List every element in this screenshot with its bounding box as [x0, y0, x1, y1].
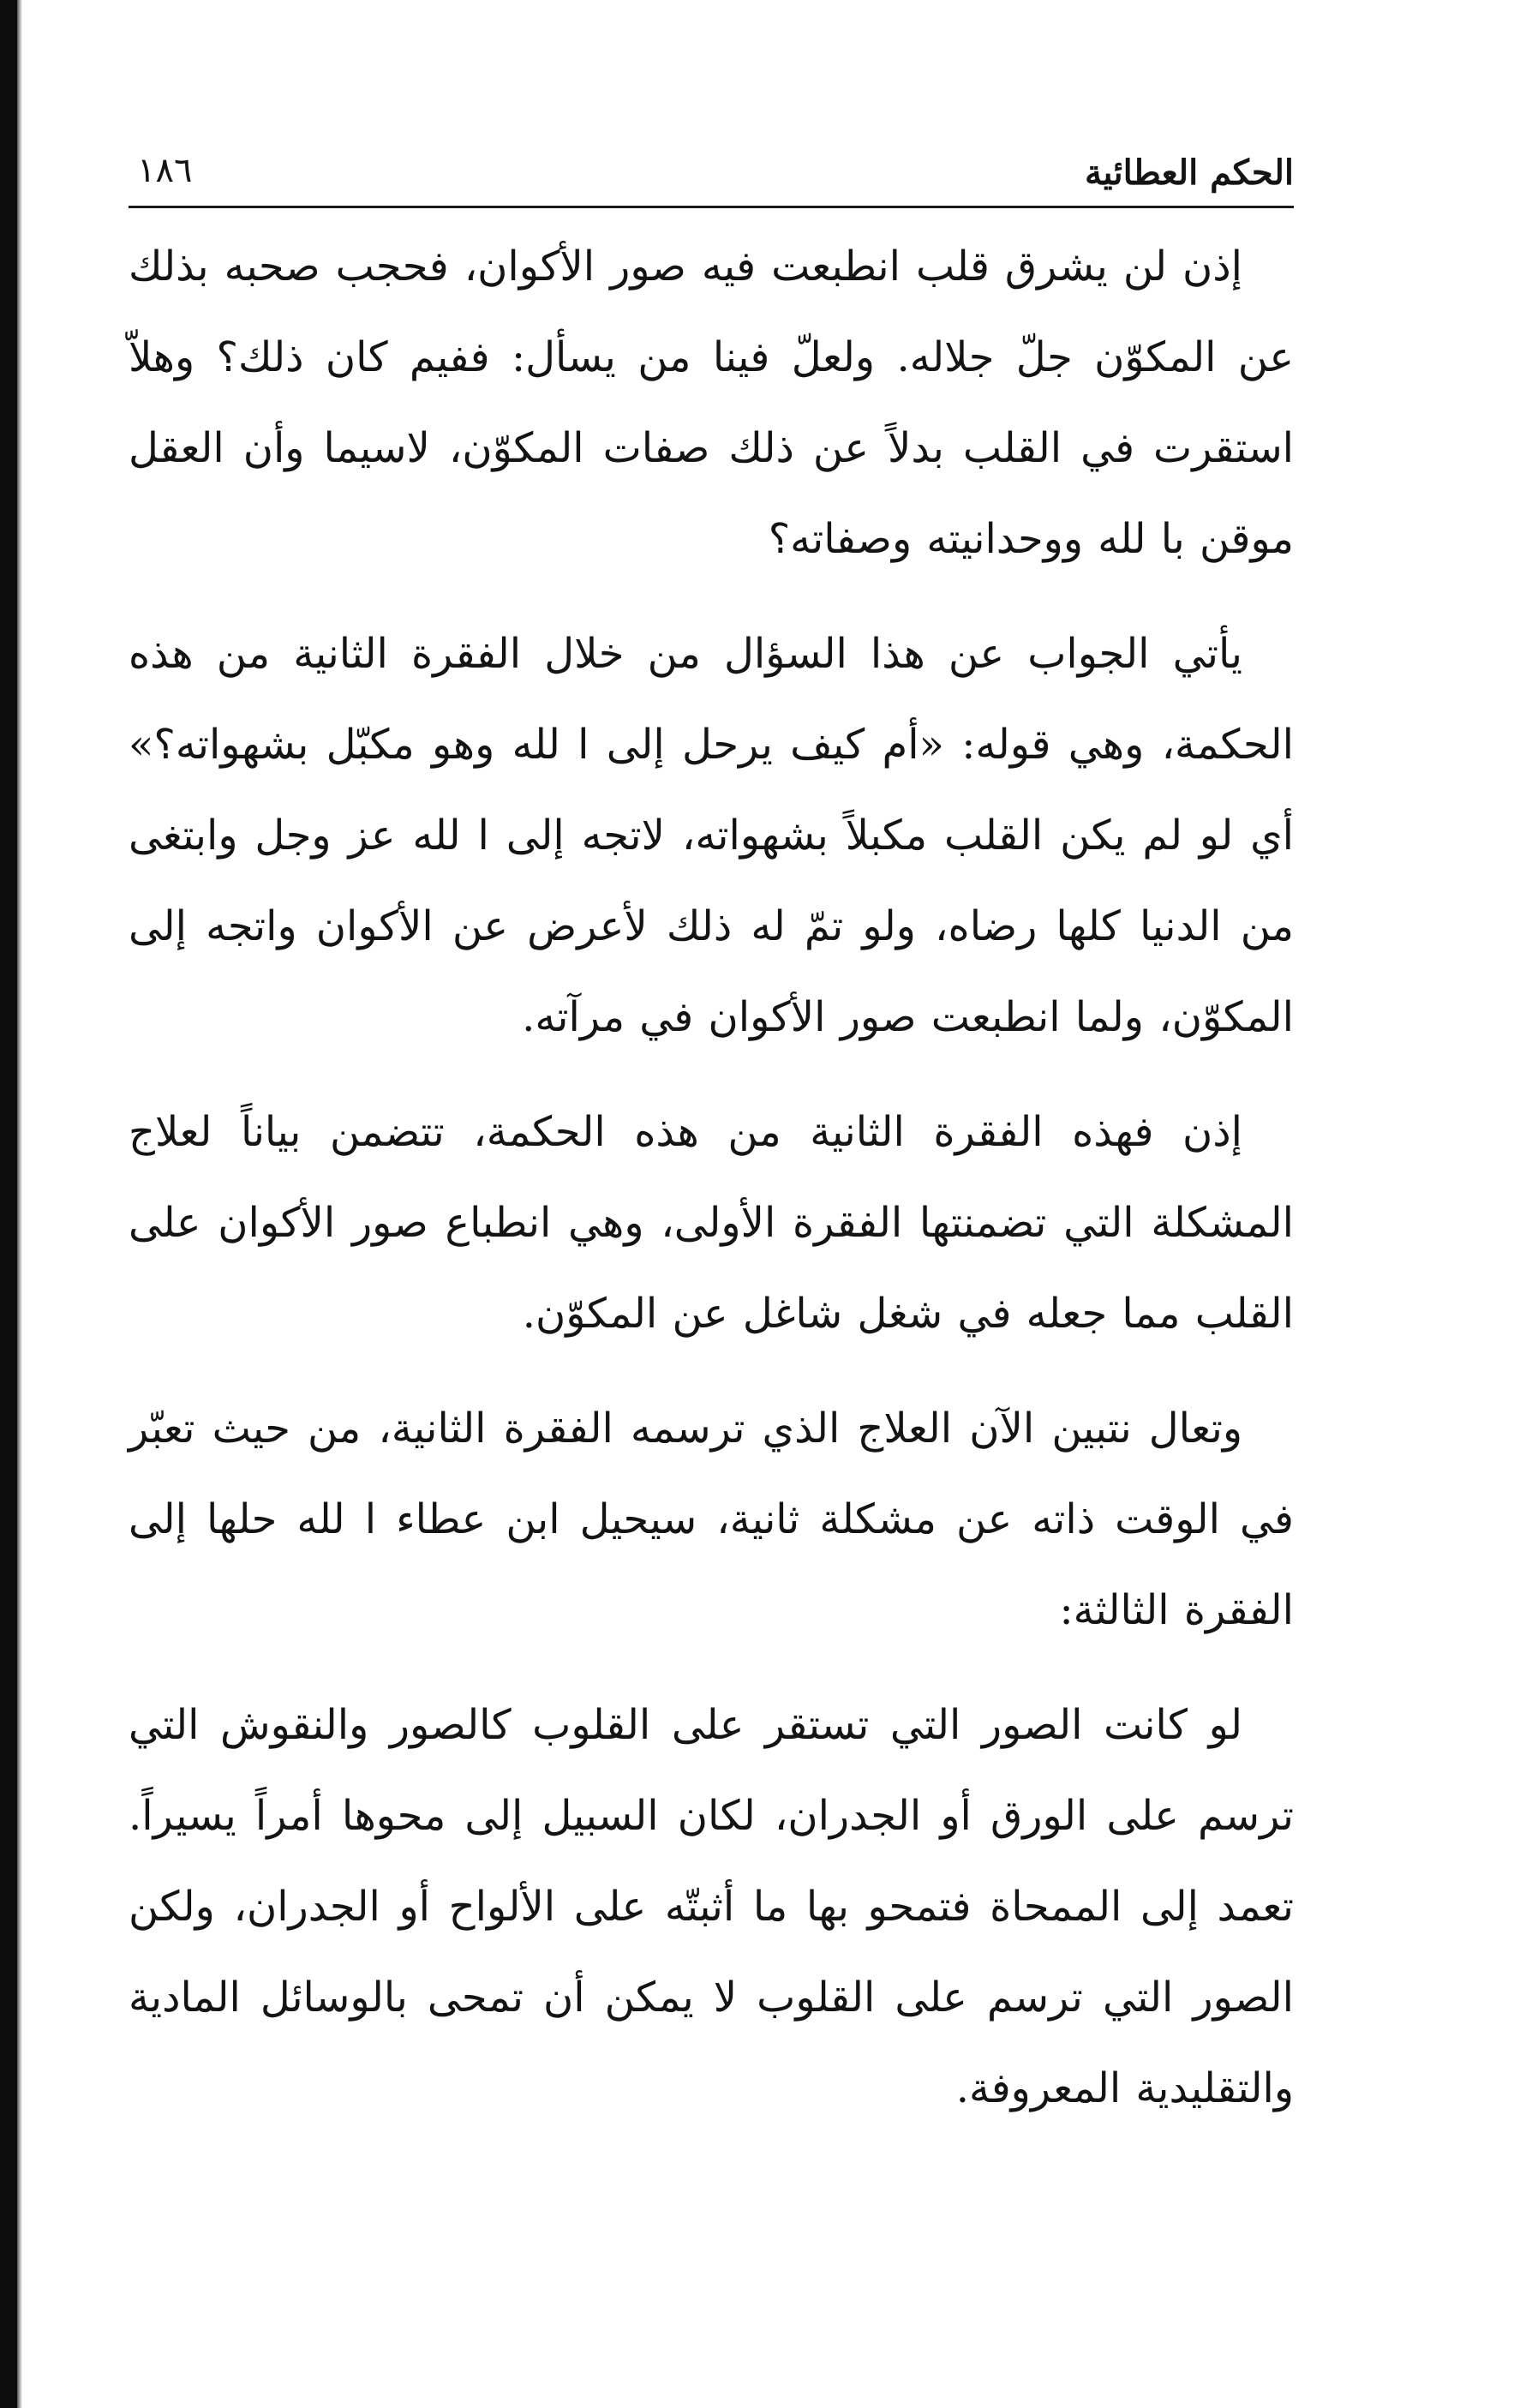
paragraph-3: إذن فهذه الفقرة الثانية من هذه الحكمة، تتضمن بياناً لعلاج المشكلة التي تضمنتها الفقرة الأولى، وهي انطباع صور الأكوان على القلب مما جعله في شغل شاغل عن المكوّن.	[129, 1108, 1294, 1338]
book-page	[129, 0, 1294, 2408]
paragraph-4: وتعال نتبين الآن العلاج الذي ترسمه الفقرة الثانية، من حيث تعبّر في الوقت ذاته عن مشكلة ثانية، سيحيل ابن عطاء ا لله حلها إلى الفقرة الثالثة:	[129, 1405, 1294, 1634]
body-text	[129, 221, 1294, 2158]
paragraph-1: إذن لن يشرق قلب انطبعت فيه صور الأكوان، فحجب صحبه بذلك عن المكوّن جلّ جلاله. ولعلّ فينا من يسأل: ففيم كان ذلك؟ وهلاّ استقرت في القلب بدلاً عن ذلك صفات المكوّن، لاسيما وأن العقل موقن با لله ووحدانيته وصفاته؟	[129, 243, 1294, 563]
paragraph-5: لو كانت الصور التي تستقر على القلوب كالصور والنقوش التي ترسم على الورق أو الجدران، لكان السبيل إلى محوها أمراً يسيراً. تعمد إلى الممحاة فتمحو بها ما أثبتّه على الألواح أو الجدران، ولكن الصور التي ترسم على القلوب لا يمكن أن تمحى بالوسائل المادية والتقليدية المعروفة.	[129, 1701, 1294, 2112]
book-title: الحكم العطائية	[1084, 153, 1294, 193]
scan-binding-edge	[0, 0, 17, 2408]
running-header	[129, 144, 1294, 208]
paragraph-2: يأتي الجواب عن هذا السؤال من خلال الفقرة الثانية من هذه الحكمة، وهي قوله: «أم كيف يرحل إلى ا لله وهو مكبّل بشهواته؟» أي لو لم يكن القلب مكبلاً بشهواته، لاتجه إلى ا لله عز وجل وابتغى من الدنيا كلها رضاه، ولو تمّ له ذلك لأعرض عن الأكوان واتجه إلى المكوّن، ولما انطبعت صور الأكوان في مرآته.	[129, 630, 1294, 1041]
page-number: ١٨٦	[137, 151, 193, 190]
scan-binding-shadow	[17, 0, 22, 2408]
